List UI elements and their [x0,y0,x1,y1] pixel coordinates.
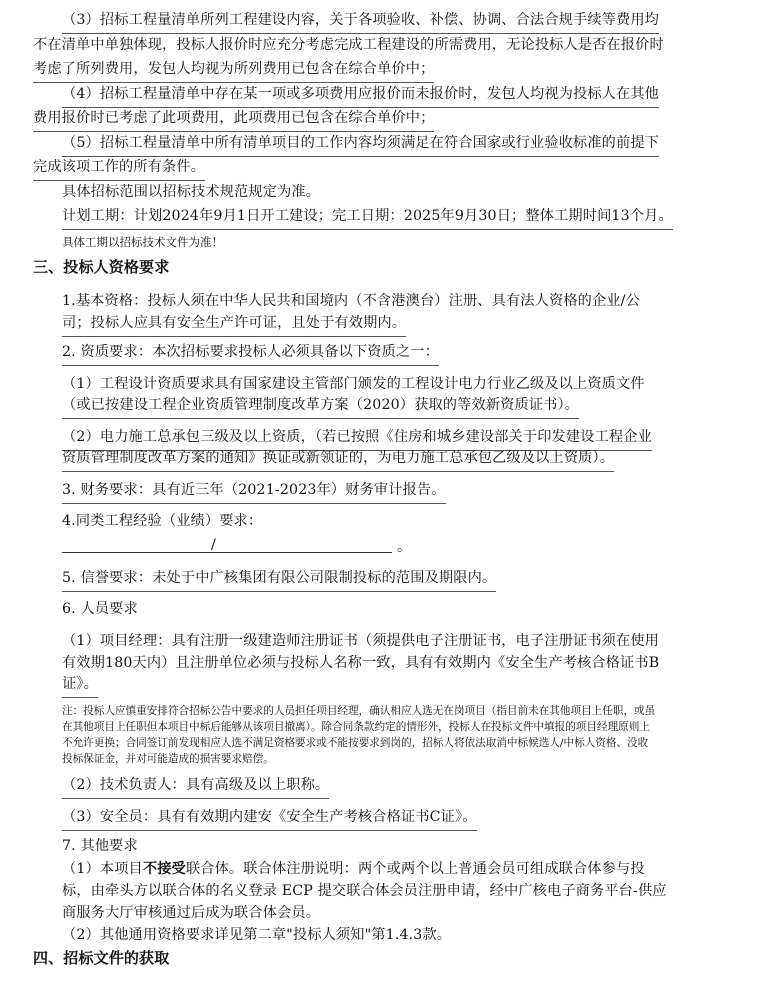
clause-4-line-1: （4）招标工程量清单中存在某一项或多项费用应报价而未报价时，发包人均视为投标人在其他 [62,82,659,108]
section-4-heading: 四、招标文件的获取 [33,949,170,967]
qualification-2b-line-1: （2）电力施工总承包三级及以上资质，（若已按照《住房和城乡建设部关于印发建设工程企业 [62,425,652,451]
qualification-1-line-2: 司；投标人应具有安全生产许可证，且处于有效期内。 [62,311,406,337]
qualification-7a-line-3: 商服务大厅审核通过后成为联合体会员。 [62,905,321,921]
qualification-2b-line-2: 资质管理制度改革方案的通知》换证或新领证的，为电力施工总承包乙级及以上资质）。 [62,446,614,472]
qualification-5: 5. 信誉要求：未处于中广核集团有限公司限制投标的范围及期限内。 [62,566,496,592]
clause-4-line-2: 费用报价时已考虑了此项费用，此项费用已包含在综合单价中； [33,106,434,132]
qualification-6a-line-1: （1）项目经理：具有注册一级建造师注册证书（须提供电子注册证书，电子注册证书须在使用 [62,633,660,649]
clause-5-line-1: （5）招标工程量清单中所有清单项目的工作内容均须满足在符合国家或行业验收标准的前提下 [62,131,659,157]
qualification-7a-bold: 不接受 [142,861,186,877]
qualification-7a-suffix: 联合体。联合体注册说明：两个或两个以上普通会员可组成联合体参与投 [185,861,645,877]
note-line-4: 投标保证金，并对可能造成的损害要求赔偿。 [62,753,274,765]
clause-3-line-3: 考虑了所列费用，发包人均视为所列费用已包含在综合单价中； [33,57,434,83]
section-3-heading: 三、投标人资格要求 [33,258,170,276]
clause-3-line-2: 不在清单中单独体现，投标人报价时应充分考虑完成工程建设的所需费用，无论投标人是否在报价时 [33,37,664,53]
note-line-2: 在其他项目上任职但本项目中标后能够从该项目撤离）。除合同条款约定的情形外，投标人在投标文件中填报的项目经理原则上 [62,721,650,733]
scope-statement: 具体招标范围以招标技术规范规定为准。 [62,184,321,200]
qualification-6a-line-2: 有效期180天内）且注册单位必须与投标人名称一致，具有有效期内《安全生产考核合格证书B [62,655,660,671]
schedule-note: 具体工期以招标技术文件为准！ [62,235,223,249]
performance-blank-line [62,552,392,553]
clause-5-line-2: 完成该项工作的所有条件。 [33,155,205,181]
schedule-statement: 计划工期：计划2024年9月1日开工建设；完工日期：2025年9月30日；整体工期时间13个月。 [62,204,673,230]
qualification-3: 3. 财务要求：具有近三年（2021-2023年）财务审计报告。 [62,478,446,504]
qualification-2: 2. 资质要求：本次招标要求投标人必须具备以下资质之一： [62,340,439,366]
clause-3-line-1: （3）招标工程量清单所列工程建设内容，关于各项验收、补偿、协调、合法合规手续等费用均 [62,8,659,34]
note-line-3: 不允许更换；合同签订前发现相应人选不满足资格要求或不能按要求到岗的，招标人将依法取消中标候选人/中标人资格、没收 [62,737,649,749]
qualification-7b: （2）其他通用资格要求详见第二章"投标人须知"第1.4.3款。 [62,927,452,943]
performance-blank-end: 。 [397,539,412,555]
qualification-6: 6. 人员要求 [62,601,138,617]
performance-blank-slash: / [211,537,216,553]
qualification-6b: （2）技术负责人：具有高级及以上职称。 [62,773,329,799]
qualification-7a-line-2: 标，由牵头方以联合体的名义登录 ECP 提交联合体会员注册申请，经中广核电子商务平台-供应 [62,883,667,899]
qualification-6a-line-3: 证》。 [62,672,98,698]
qualification-6c: （3）安全员：具有有效期内建安《安全生产考核合格证书C证》。 [62,805,477,831]
qualification-7a-line-1 [62,857,645,881]
qualification-2a-line-1: （1）工程设计资质要求具有国家建设主管部门颁发的工程设计电力行业乙级及以上资质文件 [62,376,645,392]
qualification-7: 7. 其他要求 [62,838,138,854]
qualification-4: 4.同类工程经验（业绩）要求： [62,513,263,529]
note-line-1: 注：投标人应慎重安排符合招标公告中要求的人员担任项目经理，确认相应人选无在岗项目（指目前未在其他项目上任职，或虽 [62,705,656,717]
qualification-7a-prefix: （1）本项目 [62,861,143,877]
qualification-2a-line-2: （或已按建设工程企业资质管理制度改革方案（2020）获取的等效新资质证书）。 [62,393,579,419]
qualification-1-line-1: 1.基本资格：投标人须在中华人民共和国境内（不含港澳台）注册、具有法人资格的企业/公 [62,293,640,309]
